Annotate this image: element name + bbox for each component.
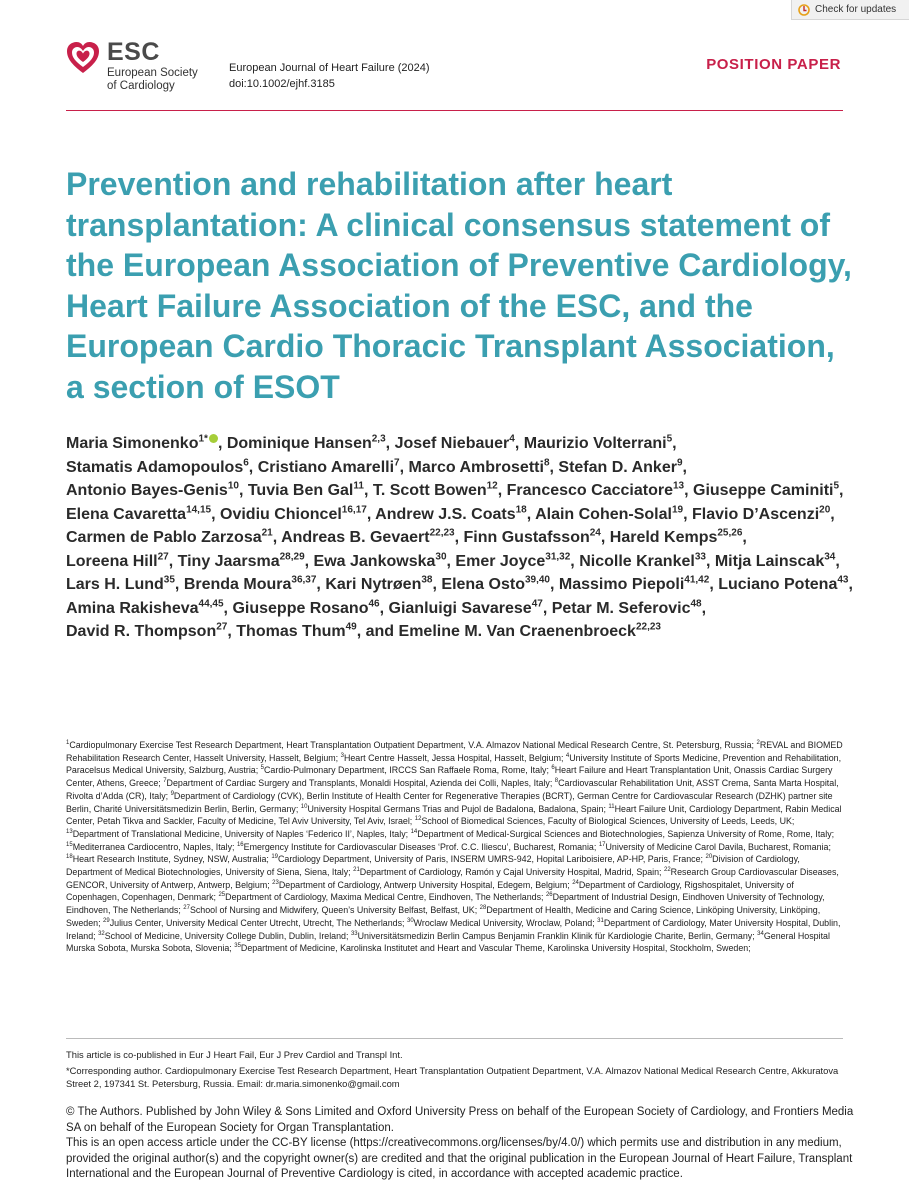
affiliation-number: 9 <box>170 790 174 797</box>
affiliation-number: 33 <box>350 930 358 937</box>
affiliation-text: Division of Cardiology, Department of Medical Biotechnologies, University of Siena, Siena, Italy; <box>66 854 800 878</box>
author: Gianluigi Savarese$^{47}$, <box>388 598 548 617</box>
author: Brenda Moura$^{36,37}$, <box>183 574 321 593</box>
author-name: Ewa Jankowska <box>313 552 436 570</box>
author-affiliation-ref: 35 <box>163 574 175 586</box>
affiliation-number: 32 <box>98 930 105 937</box>
affiliation-text: Heart Research Institute, Sydney, NSW, Australia; <box>72 854 269 865</box>
affiliation-text: Heart Failure Unit, Cardiology Department, Rabin Medical Center, Petah Tikva and Sackler, Faculty of Medicine, Tel Aviv University, Tel Aviv, Israel; <box>66 803 842 827</box>
author: Luciano Potena$^{43}$, <box>718 574 853 593</box>
author-name: Hareld Kemps <box>609 529 718 546</box>
author-affiliation-ref: 13 <box>672 480 685 492</box>
affiliation-number: 23 <box>272 879 279 886</box>
author: Nicolle Krankel$^{33}$, <box>579 551 711 570</box>
author: Lars H. Lund$^{35}$, <box>66 574 180 593</box>
affiliation-number: 35 <box>234 943 241 950</box>
author-name: Nicolle Krankel <box>579 552 695 570</box>
affiliation-number: 20 <box>705 854 713 861</box>
affiliation-text: Emergency Institute for Cardiovascular Diseases ‘Prof. C.C. Iliescu’, Bucharest, Romania; <box>243 841 597 852</box>
author-affiliation-ref: 8 <box>543 457 550 469</box>
author-name: Flavio D’Ascenzi <box>692 505 820 523</box>
author-affiliation-ref: 5 <box>833 480 840 492</box>
author-affiliation-ref: 1* <box>198 433 208 445</box>
affiliation-number: 13 <box>66 828 73 835</box>
header-divider <box>66 110 843 111</box>
author-name: Elena Cavaretta <box>66 505 187 523</box>
affiliation-text: University Hospital Germans Trias and Pujol de Badalona, Badalona, Spain; <box>307 803 606 814</box>
author-affiliation-ref: 11 <box>353 480 364 492</box>
affiliation-text: Department of Cardiology (CVK), Berlin Institute of Health Center for Regenerative Therapies (BCRT), German Centre for Cardiovascular Research (DZHK) partner site Berlin, Charité Universitätsmedizin Berlin, Berlin, Germany; <box>66 790 833 814</box>
author-name: Dominique Hansen <box>226 435 372 452</box>
author: Cristiano Amarelli$^7$, <box>257 457 405 476</box>
author-name: Carmen de Pablo Zarzosa <box>66 529 262 546</box>
author: Tiny Jaarsma$^{28,29}$, <box>177 551 310 570</box>
author: Flavio D’Ascenzi$^{20}$, <box>692 504 835 523</box>
author <box>399 623 661 640</box>
author-affiliation-ref: 22,23 <box>429 527 455 539</box>
author-name: Tiny Jaarsma <box>177 552 280 570</box>
affiliation-text: Cardiology Department, University of Paris, INSERM UMRS-942, Hopital Lariboisiere, AP-HP, Paris, France; <box>278 854 704 865</box>
affiliation-text: Mediterranea Cardiocentro, Naples, Italy; <box>72 841 235 852</box>
author-name: Lars H. Lund <box>66 576 164 593</box>
author-list <box>66 432 856 644</box>
author-affiliation-ref: 43 <box>837 574 849 586</box>
author-name: Andrew J.S. Coats <box>375 505 516 523</box>
author: Antonio Bayes-Genis$^{10}$, <box>66 480 244 499</box>
article-title: Prevention and rehabilitation after heart transplantation: A clinical consensus statement of the European Association of Preventive Cardiology, Heart Failure Association of the ESC, and the European Cardio Thoracic Transplant Association, a section of ESOT <box>66 166 852 405</box>
affiliation-text: Department of Cardiology, Rigshospitalet, University of Copenhagen, Copenhagen, Denmark; <box>66 879 794 903</box>
author-name: Giuseppe Rosano <box>232 599 369 617</box>
logo-line-2: of Cardiology <box>107 80 175 92</box>
affiliation-text: REVAL and BIOMED Rehabilitation Research Center, Hasselt University, Hasselt, Belgium; <box>66 740 843 763</box>
affiliation-number: 7 <box>163 778 167 785</box>
author-name: Luciano Potena <box>718 576 838 593</box>
author: Stamatis Adamopoulos$^6$, <box>66 457 254 476</box>
author-name: Francesco Cacciatore <box>506 482 673 499</box>
affiliation-number: 6 <box>551 765 555 772</box>
author: David R. Thompson$^{27}$, <box>66 621 232 640</box>
affiliation-number: 22 <box>663 867 671 874</box>
author-name: Ovidiu Chioncel <box>220 505 342 523</box>
author-affiliation-ref: 5 <box>666 433 673 445</box>
affiliation-text: Heart Centre Hasselt, Jessa Hospital, Hasselt, Belgium; <box>343 752 564 763</box>
author-affiliation-ref: 31,32 <box>545 551 571 563</box>
author-affiliation-ref: 18 <box>515 504 527 516</box>
affiliation-number: 15 <box>66 841 73 848</box>
author-affiliation-ref: 9 <box>676 457 683 469</box>
author: Ovidiu Chioncel$^{16,17}$, <box>220 504 372 523</box>
author-affiliation-ref: 44,45 <box>198 598 224 610</box>
doi[interactable]: doi:10.1002/ejhf.3185 <box>229 78 335 90</box>
author-affiliation-ref: 6 <box>243 457 249 469</box>
affiliation-text: Department of Cardiology, Mater University Hospital, Dublin, Ireland; <box>66 917 841 941</box>
affiliation-number: 24 <box>572 879 579 886</box>
author: Francesco Cacciatore$^{13}$, <box>506 480 689 499</box>
affiliation-number: 3 <box>340 752 344 759</box>
author-affiliation-ref: 24 <box>589 527 601 539</box>
affiliation-number: 8 <box>554 778 559 785</box>
author: Kari Nytrøen$^{38}$, <box>325 574 437 593</box>
author-name: Amina Rakisheva <box>66 599 199 617</box>
author-affiliation-ref: 14,15 <box>186 504 212 516</box>
affiliation-text: School of Nursing and Midwifery, Queen’s University Belfast, Belfast, UK; <box>189 905 478 916</box>
author: Giuseppe Rosano$^{46}$, <box>232 598 385 617</box>
author-affiliation-ref: 47 <box>531 598 543 610</box>
affiliation-text: Department of Translational Medicine, University of Naples ‘Federico II’, Naples, Italy; <box>72 828 409 839</box>
author-affiliation-ref: 30 <box>435 551 447 563</box>
affiliation-number: 12 <box>414 816 422 823</box>
copyright-statement: © The Authors. Published by John Wiley & Sons Limited and Oxford University Press on behalf of the European Society of Cardiology, and Frontiers Media SA on behalf of the European Society for Organ Transplantation. <box>66 1106 854 1134</box>
author-name: Kari Nytrøen <box>325 576 422 593</box>
author: Stefan D. Anker$^9$, <box>558 457 687 476</box>
author-name: Giuseppe Caminiti <box>693 482 834 499</box>
check-for-updates-label: Check for updates <box>815 4 897 15</box>
affiliation-number: 28 <box>479 905 487 912</box>
author: Mitja Lainscak$^{34}$, <box>714 551 840 570</box>
author-affiliation-ref: 49 <box>345 621 357 633</box>
author: Josef Niebauer$^4$, <box>394 433 520 452</box>
author-affiliation-ref: 27 <box>157 551 169 563</box>
author: T. Scott Bowen$^{12}$, <box>372 480 503 499</box>
author: Tuvia Ben Gal$^{11}$, <box>247 480 369 499</box>
author-name: Stefan D. Anker <box>558 458 677 476</box>
author: Giuseppe Caminiti$^5$, <box>693 480 844 499</box>
affiliation-text: Cardiopulmonary Exercise Test Research Department, Heart Transplantation Outpatient Department, V.A. Almazov National Medical Research Centre, St. Petersburg, Russia; <box>69 740 755 750</box>
author-name: Alain Cohen-Solal <box>535 505 672 523</box>
affiliation-text: Department of Health, Medicine and Caring Science, Linköping University, Linköping, Sweden; <box>66 905 821 928</box>
author: Petar M. Seferovic$^{48}$, <box>551 598 707 617</box>
footnote-divider <box>66 1038 843 1039</box>
author-affiliation-ref: 48 <box>690 598 702 610</box>
affiliation-text: General Hospital Murska Sobota, Murska Sobota, Slovenia; <box>66 930 830 954</box>
author-affiliation-ref: 7 <box>394 457 400 469</box>
author-affiliation-ref: 25,26 <box>717 527 743 539</box>
affiliation-number: 2 <box>756 740 760 747</box>
check-for-updates-badge[interactable] <box>791 0 909 20</box>
author-name: Loreena Hill <box>66 552 158 570</box>
affiliation-text: Research Group Cardiovascular Diseases, GENCOR, University of Antwerp, Antwerp, Belgium; <box>66 867 839 890</box>
affiliation-number: 21 <box>353 867 360 874</box>
affiliation-text: School of Biomedical Sciences, Faculty of Biological Sciences, University of Leeds, Leeds, UK; <box>421 816 795 827</box>
author: Carmen de Pablo Zarzosa$^{21}$, <box>66 527 278 546</box>
logo-acronym: ESC <box>107 38 160 66</box>
author-name: Marco Ambrosetti <box>408 458 544 476</box>
author-name: T. Scott Bowen <box>372 482 487 499</box>
author-affiliation-ref: 28,29 <box>279 551 305 563</box>
author: Andrew J.S. Coats$^{18}$, <box>375 504 532 523</box>
logo-line-1: European Society <box>107 67 198 79</box>
affiliation-number: 30 <box>406 917 414 924</box>
affiliation-number: 27 <box>183 905 190 912</box>
affiliation-text: University of Medicine Carol Davila, Bucharest, Romania; <box>605 841 831 852</box>
author-affiliation-ref: 4 <box>509 433 515 445</box>
author-affiliation-ref: 27 <box>216 621 228 633</box>
corresponding-author-note: *Corresponding author. Cardiopulmonary Exercise Test Research Department, Heart Transplantation Outpatient Department, V.A. Almazov National Medical Research Centre, Akkuratova Street 2, 197341 St. Petersburg, Russia. Email: dr.maria.simonenko@gmail.com <box>66 1065 839 1089</box>
author-affiliation-ref: 34 <box>824 551 836 563</box>
author: Loreena Hill$^{27}$, <box>66 551 174 570</box>
affiliation-text: Heart Failure and Heart Transplantation Unit, Onassis Cardiac Surgery Center, Athens, Greece; <box>66 765 833 789</box>
affiliation-number: 11 <box>608 803 615 810</box>
author: Thomas Thum$^{49}$, and <box>236 621 395 640</box>
journal-info <box>229 60 430 92</box>
author-affiliation-ref: 36,37 <box>291 574 317 586</box>
author: Maurizio Volterrani$^5$, <box>523 433 677 452</box>
affiliation-number: 4 <box>565 752 570 759</box>
affiliation-text: Department of Cardiology, Ramón y Cajal University Hospital, Madrid, Spain; <box>359 867 662 878</box>
journal-name: European Journal of Heart Failure (2024) <box>229 62 430 74</box>
author: Marco Ambrosetti$^8$, <box>408 457 554 476</box>
affiliation-text: Department of Cardiology, Maxima Medical Centre, Eindhoven, The Netherlands; <box>225 892 544 903</box>
esc-logo[interactable] <box>65 40 198 93</box>
affiliation-text: University Institute of Sports Medicine, Prevention and Rehabilitation, Paracelsus Medical University, Salzburg, Austria; <box>66 752 842 776</box>
author-name: Antonio Bayes-Genis <box>66 482 228 499</box>
author-affiliation-ref: 33 <box>694 551 706 563</box>
author-name: Cristiano Amarelli <box>257 458 395 476</box>
author-affiliation-ref: 38 <box>421 574 433 586</box>
author-affiliation-ref: 22,23 <box>635 621 661 633</box>
affiliations <box>66 739 846 955</box>
affiliation-text: Wroclaw Medical University, Wroclaw, Poland; <box>413 917 595 928</box>
affiliation-number: 19 <box>271 854 278 861</box>
author-name: Finn Gustafsson <box>463 529 590 546</box>
orcid-icon[interactable] <box>209 434 218 443</box>
affiliation-text: Cardio-Pulmonary Department, IRCCS San Raffaele Roma, Rome, Italy; <box>264 765 549 776</box>
author-name: Andreas B. Gevaert <box>281 529 430 546</box>
author-affiliation-ref: 16,17 <box>341 504 367 516</box>
affiliation-number: 29 <box>103 917 110 924</box>
author: Hareld Kemps$^{25,26}$, <box>609 527 747 546</box>
affiliation-text: Julius Center, University Medical Center Utrecht, Utrecht, The Netherlands; <box>109 917 405 928</box>
update-icon <box>798 4 810 16</box>
author-name: Maria Simonenko <box>66 435 199 452</box>
author: Alain Cohen-Solal$^{19}$, <box>535 504 688 523</box>
affiliation-text: Universitätsmedizin Berlin Campus Benjamin Franklin Klinik für Kardiologie Charite, Berlin, Germany; <box>357 930 755 941</box>
author: Elena Cavaretta$^{14,15}$, <box>66 504 216 523</box>
author: Amina Rakisheva$^{44,45}$, <box>66 598 228 617</box>
affiliation-number: 17 <box>598 841 606 848</box>
author-name: Thomas Thum <box>236 623 346 640</box>
heart-logo-icon <box>65 40 101 76</box>
author: Andreas B. Gevaert$^{22,23}$, <box>281 527 460 546</box>
author-affiliation-ref: 46 <box>368 598 380 610</box>
affiliation-number: 25 <box>218 892 226 899</box>
affiliation-number: 14 <box>410 828 418 835</box>
author-name: Stamatis Adamopoulos <box>66 458 244 476</box>
author: Ewa Jankowska$^{30}$, <box>313 551 451 570</box>
author: Emer Joyce$^{31,32}$, <box>455 551 575 570</box>
affiliation-number: 18 <box>66 854 73 861</box>
affiliation-text: Department of Cardiology, Antwerp University Hospital, Edegem, Belgium; <box>278 879 570 890</box>
author-name: Emeline M. Van Craenenbroeck <box>398 623 636 640</box>
author-name: Massimo Piepoli <box>558 576 685 593</box>
author-affiliation-ref: 10 <box>227 480 239 492</box>
author: Massimo Piepoli$^{41,42}$, <box>558 574 714 593</box>
author-name: Josef Niebauer <box>394 435 510 452</box>
affiliation-number: 16 <box>236 841 244 848</box>
affiliation-text: Department of Medical-Surgical Sciences and Biotechnologies, Sapienza University of Rome, Rome, Italy; <box>417 828 835 839</box>
author-name: Emer Joyce <box>455 552 546 570</box>
author-affiliation-ref: 39,40 <box>524 574 550 586</box>
author-name: David R. Thompson <box>66 623 217 640</box>
author-name: Gianluigi Savarese <box>388 599 532 617</box>
author-name: Petar M. Seferovic <box>551 599 691 617</box>
author-name: Mitja Lainscak <box>714 552 825 570</box>
author: Finn Gustafsson$^{24}$, <box>463 527 606 546</box>
author-affiliation-ref: 41,42 <box>684 574 710 586</box>
affiliation-text: Cardiovascular Rehabilitation Unit, ASST Crema, Santa Marta Hospital, Rivolta d’Adda (CR), Italy; <box>66 778 839 801</box>
author-affiliation-ref: 12 <box>486 480 498 492</box>
author-name: Brenda Moura <box>183 576 292 593</box>
affiliation-text: Department of Cardiac Surgery and Transplants, Monaldi Hospital, Azienda dei Colli, Naples, Italy; <box>166 778 553 789</box>
affiliation-text: Department of Industrial Design, Eindhoven University of Technology, Eindhoven, The Netherlands; <box>66 892 825 916</box>
author-affiliation-ref: 19 <box>671 504 684 516</box>
license-statement: This is an open access article under the CC-BY license (https://creativecommons.org/licenses/by/4.0/) which permits use and distribution in any medium, provided the original author(s) and the copyright owner(s) are credited and that the original publication in the European Journal of Heart Failure, Transplant International and the European Journal of Preventive Cardiology is cited, in accordance with accepted academic practice. <box>66 1137 853 1181</box>
affiliation-number: 34 <box>757 930 764 937</box>
affiliation-number: 26 <box>545 892 553 899</box>
author-affiliation-ref: 20 <box>819 504 831 516</box>
paper-type: POSITION PAPER <box>706 56 841 73</box>
license-block <box>66 1105 856 1183</box>
author-affiliation-ref: 2,3 <box>371 433 386 445</box>
author-affiliation-ref: 21 <box>261 527 273 539</box>
affiliation-number: 10 <box>300 803 308 810</box>
author: Dominique Hansen$^{2,3}$, <box>226 433 391 452</box>
affiliation-text: Department of Medicine, Karolinska Institutet and Heart and Vascular Theme, Karolinska University Hospital, Stockholm, Sweden; <box>240 943 751 954</box>
author-name: Maurizio Volterrani <box>523 435 667 452</box>
author-name: Tuvia Ben Gal <box>247 482 354 499</box>
affiliation-number: 5 <box>260 765 265 772</box>
affiliation-text: School of Medicine, University College Dublin, Dublin, Ireland; <box>104 930 349 941</box>
author: Maria Simonenko$^{1*}$ , <box>66 433 223 452</box>
affiliation-number: 31 <box>597 917 604 924</box>
copublished-note: This article is co-published in Eur J Heart Fail, Eur J Prev Cardiol and Transpl Int. <box>66 1049 403 1060</box>
author: Elena Osto$^{39,40}$, <box>441 574 555 593</box>
author-name: Elena Osto <box>441 576 525 593</box>
affiliation-number: 1 <box>66 740 70 747</box>
